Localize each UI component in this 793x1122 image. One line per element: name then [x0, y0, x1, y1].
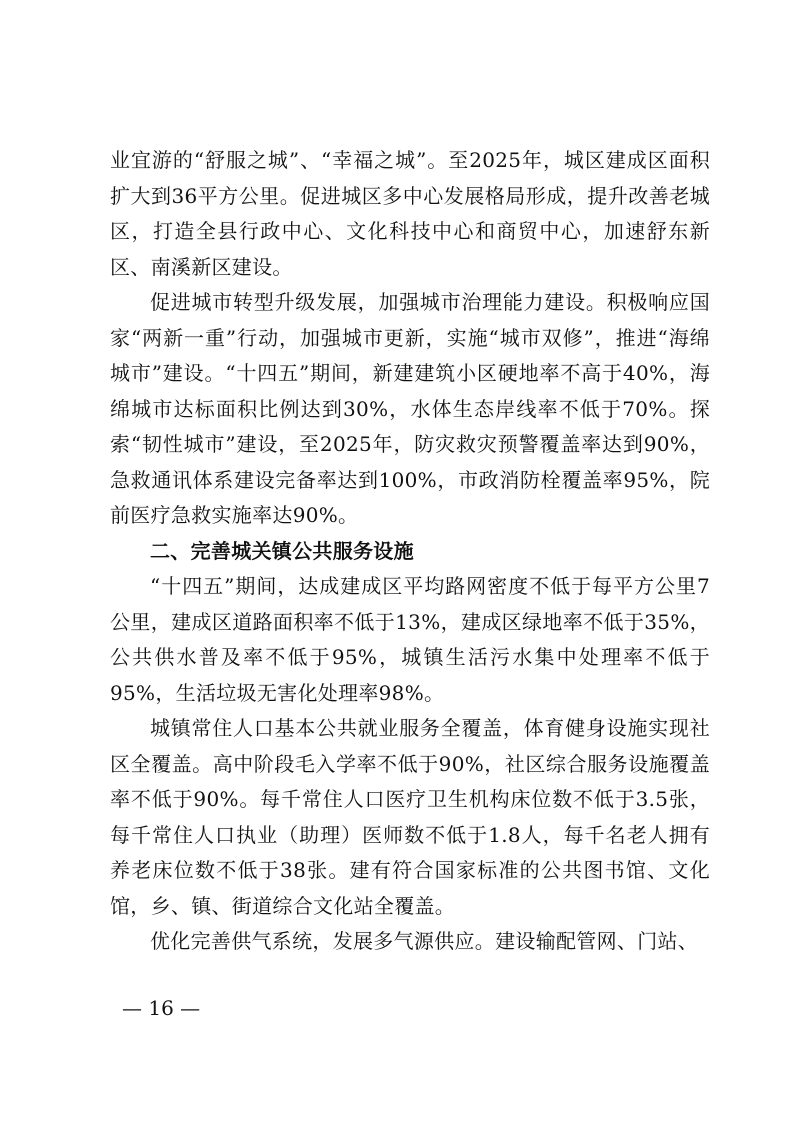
- section-heading: 二、完善城关镇公共服务设施: [150, 538, 414, 563]
- paragraph-5: 优化完善供气系统，发展多气源供应。建设输配管网、门站、: [150, 929, 699, 953]
- paragraph-2: 促进城市转型升级发展，加强城市治理能力建设。积极响应国家“两新一重”行动，加强城市更新，实施“城市双修”，推进“海绵城市”建设。“十四五”期间，新建建筑小区硬地率不高于40%，海绵城市达标面积比例达到30%，水体生态岸线率不低于70%。探索“韧性城市”建设，至2025年，防灾救灾预警覆盖率达到90%，急救通讯体系建设完备率达到100%，市政消防栓覆盖率95%，院前医疗急救实施率达90%。: [110, 290, 710, 527]
- page-number: — 16 —: [122, 996, 201, 1020]
- paragraph-4: 城镇常住人口基本公共就业服务全覆盖，体育健身设施实现社区全覆盖。高中阶段毛入学率不低于90%，社区综合服务设施覆盖率不低于90%。每千常住人口医疗卫生机构床位数不低于3.5张，每千常住人口执业（助理）医师数不低于1.8人，每千名老人拥有养老床位数不低于38张。建有符合国家标准的公共图书馆、文化馆，乡、镇、街道综合文化站全覆盖。: [110, 716, 710, 918]
- paragraph-1: 业宜游的“舒服之城”、“幸福之城”。至2025年，城区建成区面积扩大到36平方公里。促进城区多中心发展格局形成，提升改善老城区，打造全县行政中心、文化科技中心和商贸中心，加速舒东新区、南溪新区建设。: [110, 148, 710, 279]
- document-body: [110, 143, 710, 960]
- paragraph-3: “十四五”期间，达成建成区平均路网密度不低于每平方公里7公里，建成区道路面积率不低于13%，建成区绿地率不低于35%，公共供水普及率不低于95%，城镇生活污水集中处理率不低于95%，生活垃圾无害化处理率98%。: [110, 574, 710, 705]
